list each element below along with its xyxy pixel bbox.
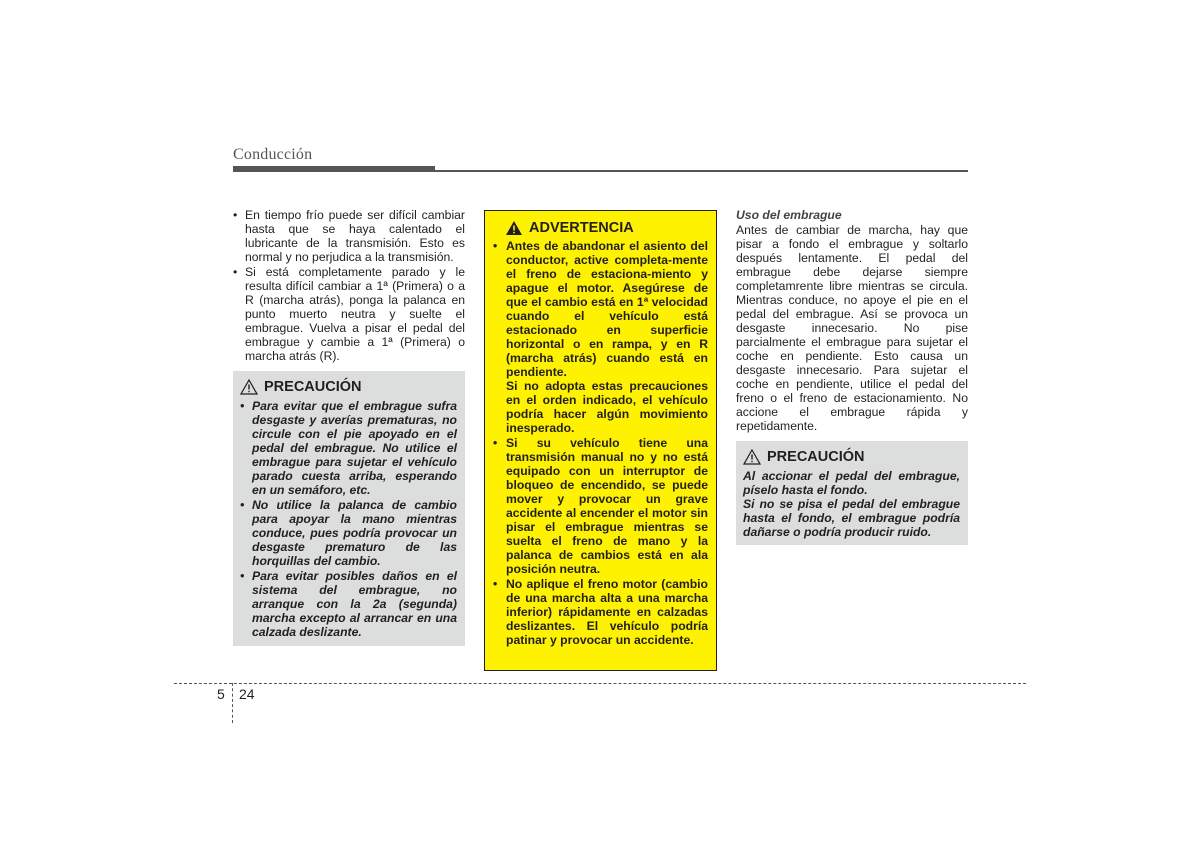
list-item: • En tiempo frío puede ser difícil cambiar hasta que se haya calentado el lubricante de la transmisión. Esto es normal y no perjudica a la transmisión. bbox=[233, 208, 465, 264]
left-column bbox=[233, 208, 465, 646]
warning-title: ADVERTENCIA bbox=[529, 220, 634, 236]
caution-box-right bbox=[736, 441, 968, 545]
footer-divider bbox=[232, 683, 233, 723]
right-column bbox=[736, 208, 968, 545]
caution-box-left bbox=[233, 371, 465, 646]
caution-header bbox=[743, 449, 960, 465]
caution-line: Si no se pisa el pedal del embrague hasta el fondo, el embrague podría dañarse o podría producir ruido. bbox=[743, 497, 960, 539]
list-item: • No aplique el freno motor (cambio de una marcha alta a una marcha inferior) rápidamente en calzadas deslizantes. El vehículo podría patinar y provocar un accidente. bbox=[493, 577, 708, 647]
body-paragraph: Antes de cambiar de marcha, hay que pisar a fondo el embrague y soltarlo después lentamente. El pedal del embrague debe dejarse siempre completamrente libre mientras se circula. Mientras conduce, no apoye el pie en el pedal del embrague. Así se provoca un desgaste innecesario. No pise parcialmente el embrague para sujetar el coche en pendiente. Esto causa un desgaste innecesario. Para sujetar el coche en pendiente, utilice el pedal del freno o el freno de estacionamiento. No accione el embrague rápida y repetidamente. bbox=[736, 223, 968, 433]
warning-item-text: Antes de abandonar el asiento del conductor, active completa-mente el freno de estaciona-miento y apague el motor. Asegúrese de que el cambio está en 1ª velocidad cuando el vehículo está estacionado en superficie horizontal o en rampa, y en R (marcha atrás) cuando está en pendiente. bbox=[506, 239, 708, 379]
header-rule bbox=[233, 170, 968, 172]
warning-box bbox=[484, 210, 717, 671]
list-item bbox=[493, 239, 708, 435]
warning-item-extra: Si no adopta estas precauciones en el orden indicado, el vehículo podría hacer algún movimiento inesperado. bbox=[506, 379, 708, 435]
section-subheading: Uso del embrague bbox=[736, 208, 842, 222]
section-number: 5 bbox=[217, 686, 225, 702]
caution-header bbox=[240, 379, 457, 395]
caution-title: PRECAUCIÓN bbox=[264, 379, 362, 395]
left-bullet-list bbox=[233, 208, 465, 363]
list-item: • Si está completamente parado y le resulta difícil cambiar a 1ª (Primera) o a R (marcha atrás), ponga la palanca en punto muerto neutra y suelte el embrague. Vuelva a pisar el pedal del embrague y cambie a 1ª (Primera) o marcha atrás (R). bbox=[233, 265, 465, 363]
warning-triangle-icon bbox=[505, 220, 523, 236]
warning-header bbox=[505, 220, 708, 236]
page-header-title: Conducción bbox=[233, 146, 313, 163]
page-number: 24 bbox=[239, 686, 255, 702]
list-item: • Para evitar posibles daños en el sistema del embrague, no arranque con la 2a (segunda) marcha excepto al arrancar en una calzada deslizante. bbox=[240, 569, 457, 639]
caution-line: Al accionar el pedal del embrague, píselo hasta el fondo. bbox=[743, 469, 960, 497]
list-item: • Para evitar que el embrague sufra desgaste y averías prematuras, no circule con el pie apoyado en el pedal del embrague. No utilice el embrague para sujetar el vehículo parado cuesta arriba, esperando en un semáforo, etc. bbox=[240, 399, 457, 497]
caution-list bbox=[240, 399, 457, 639]
caution-title: PRECAUCIÓN bbox=[767, 449, 865, 465]
list-item: • Si su vehículo tiene una transmisión manual no y no está equipado con un interruptor de bloqueo de encendido, se puede mover y provocar un grave accidente al encender el motor sin pisar el embrague mientras se suelta el freno de mano y la palanca de cambios está en ala posición neutra. bbox=[493, 436, 708, 576]
footer-rule bbox=[174, 683, 1026, 684]
caution-triangle-icon bbox=[743, 449, 761, 465]
warning-list bbox=[493, 239, 708, 647]
caution-triangle-icon bbox=[240, 379, 258, 395]
list-item: • No utilice la palanca de cambio para apoyar la mano mientras conduce, pues podría provocar un desgaste prematuro de las horquillas del cambio. bbox=[240, 498, 457, 568]
